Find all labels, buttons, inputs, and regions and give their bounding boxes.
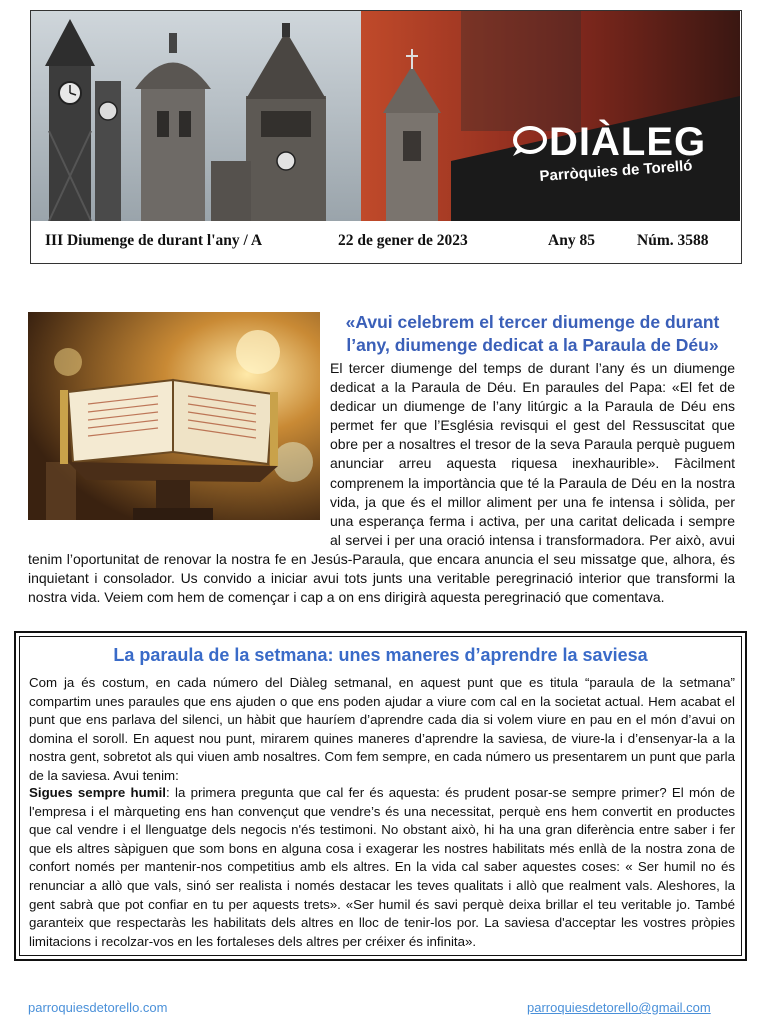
issue-year: Any 85	[548, 232, 595, 249]
lead-article-body	[28, 359, 735, 607]
issue-info-bar	[31, 227, 740, 257]
issue-date: 22 de gener de 2023	[338, 232, 468, 249]
diàleg-logo	[509, 120, 734, 201]
newsletter-header	[30, 10, 742, 264]
speech-bubble-icon	[509, 126, 547, 158]
logo-subtitle: Parròquies de Torelló	[539, 157, 693, 185]
box-article-point	[29, 784, 735, 951]
email-link[interactable]: parroquiesdetorello@gmail.com	[527, 1000, 711, 1015]
lead-article-text: El tercer diumenge del temps de durant l’any és un diumenge dedicat a la Paraula de Déu. En paraules del Papa: «El fet de dedicar un diumenge de l’any litúrgic a la Paraula de Déu ens permet fer que l’Església revisqui el gest del Ressuscitat que obre per a nosaltres el tresor de la seva Paraula perquè puguem anunciar arreu aquesta riquesa inexhaurible». Fàcilment comprenem la importància que té la Paraula de Déu en la nostra vida, ja que és el millor aliment per una fe intensa i sòlida, per una esperança ferma i activa, per una caritat delicada i sempre al servei i per una oració intensa i transformadora. Per això, avui tenim l’oportunitat de renovar la nostra fe en Jesús-Paraula, que encara anuncia el seu missatge que, alhora, és inquietant i consolador. Us convido a iniciar avui tots junts una veritable peregrinació interior que transformi la nostra vida. Veiem com hem de començar i cap a on ens dirigirà aquesta peregrinació que comentava.	[28, 360, 735, 606]
word-of-the-week-box	[14, 631, 747, 961]
banner-image	[31, 11, 740, 221]
liturgical-day: III Diumenge de durant l'any / A	[45, 232, 263, 249]
logo-title: DIÀLEG	[549, 120, 707, 164]
website-link[interactable]: parroquiesdetorello.com	[28, 1000, 168, 1015]
box-article-title: La paraula de la setmana: unes maneres d’aprendre la saviesa	[113, 645, 648, 665]
box-article-intro: Com ja és costum, en cada número del Diàleg setmanal, en aquest punt que es titula “paraula de la setmana” compartim unes paraules que ens ajuden o que ens poden ajudar a viure com cal en la societat actual. Hem acabat el punt que ens parlava del silenci, un hàbit que hauríem d’aprendre cada dia si volem viure en pau en el món d’avui on domina el soroll. En aquest nou punt, mirarem quines maneres d’aprendre la saviesa, de viure-la i d’ensenyar-la a la nostra gent, sobretot als qui viuen amb nosaltres. Com fem sempre, en cada número us presentarem un punt que parla de la saviesa. Avui tenim:	[29, 675, 735, 783]
image-wrap-spacer	[28, 359, 330, 531]
point-heading: Sigues sempre humil	[29, 785, 166, 800]
issue-number: Núm. 3588	[637, 232, 709, 249]
box-inner-frame	[19, 636, 742, 956]
point-text: : la primera pregunta que cal fer és aquesta: és prudent posar-se sempre primer? El món de l'empresa i el màrqueting ens han convençut que vendre’s és una necessitat, perquè ens hem convertit en productes que cal vendre i el llenguatge dels negocis n'és testimoni. No obstant això, hi ha una gran diferència entre saber i fer que els altres sàpiguen que som bons en alguna cosa i exagerar les nostres habilitats més enllà de la nostra zona de confort només per mantenir-nos competitius amb els altres. En la vida cal saber aquestes coses: « Ser humil no és renunciar a allò que vals, sinó ser realista i només destacar les teves qualitats i allò que realment vals. Aleshores, la gent sabrà que pot confiar en tu per aquests trets». «Ser humil és savi perquè deixa brillar el teu veritable jo. També garanteix que respectaràs les habilitats dels altres en lloc de tenir-los por. La saviesa d'acceptar les vostres pròpies limitacions i recolzar-vos en les fortaleses dels altres per créixer és infinita».	[29, 785, 735, 949]
lead-article-title: «Avui celebrem el tercer diumenge de durant l’any, diumenge dedicat a la Paraula de Déu»	[345, 312, 720, 355]
